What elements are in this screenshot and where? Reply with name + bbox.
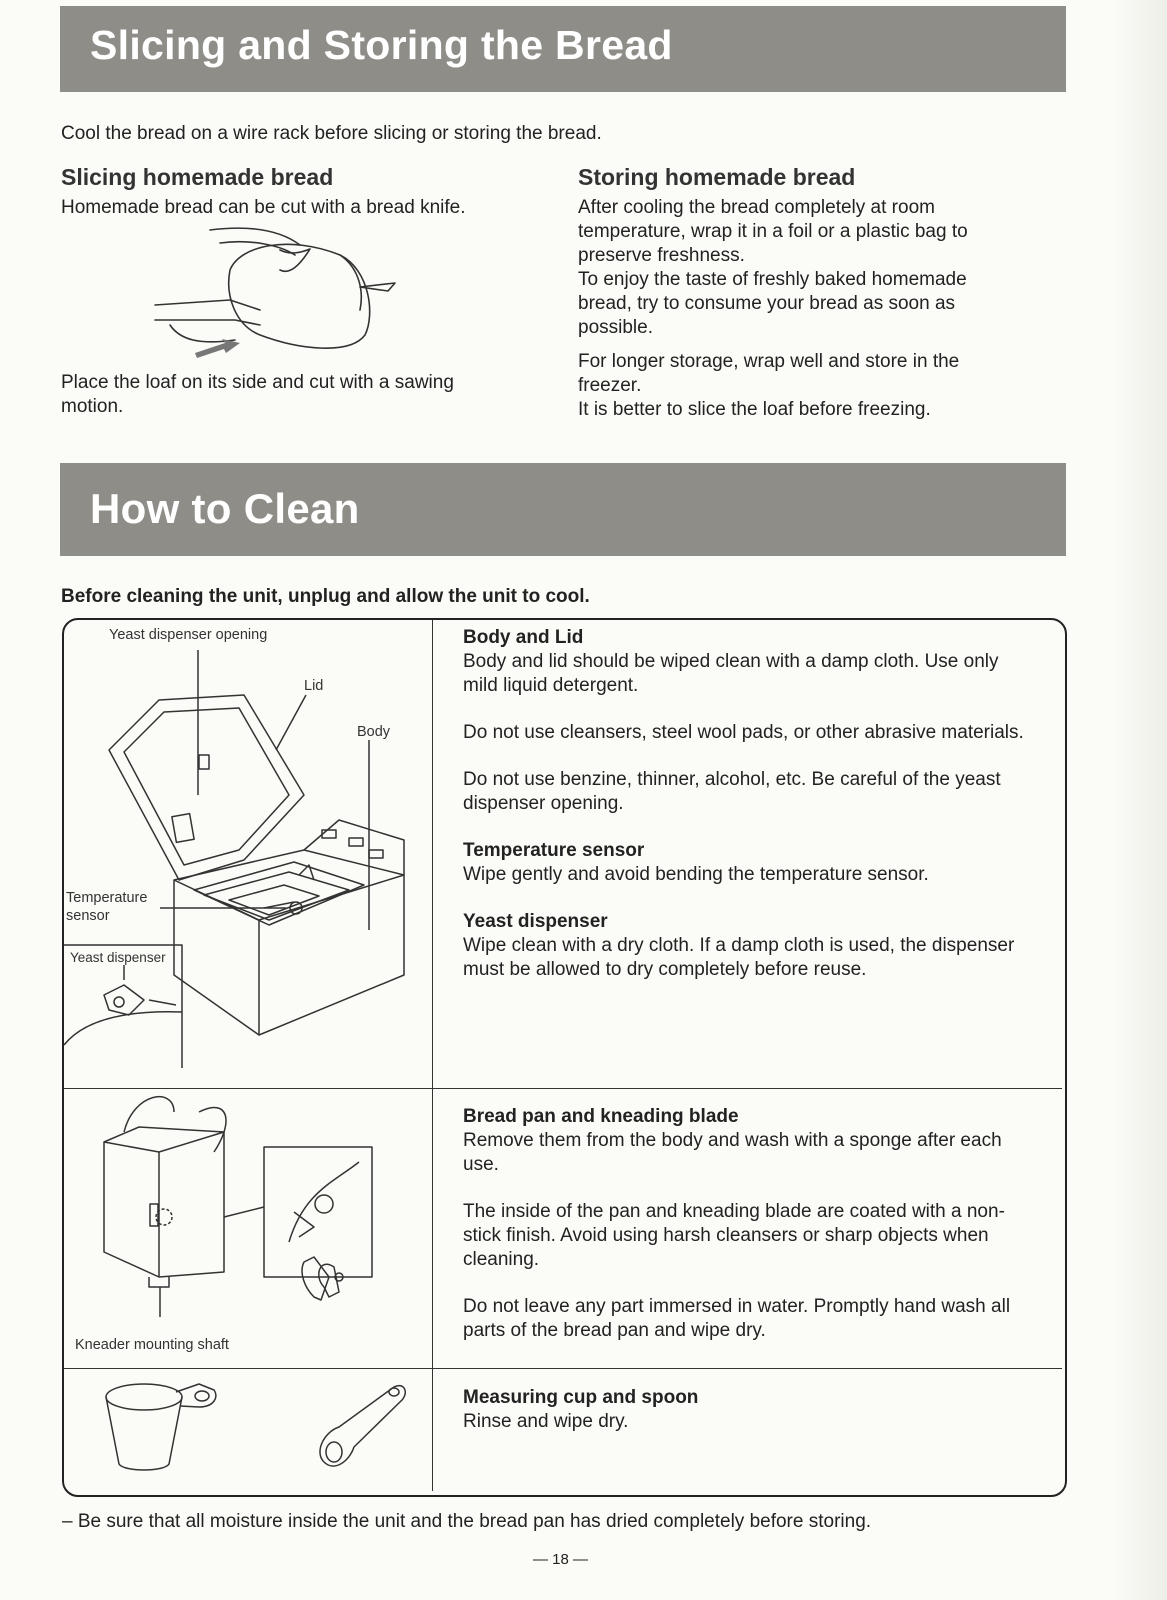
storing-p2: To enjoy the taste of freshly baked homemade bread, try to consume your bread as soon as possible. bbox=[578, 269, 967, 338]
label-kneader-mounting-shaft: Kneader mounting shaft bbox=[75, 1337, 229, 1353]
label-sensor: sensor bbox=[66, 908, 110, 924]
body-lid-p2: Do not use cleansers, steel wool pads, or other abrasive materials. bbox=[463, 722, 1024, 743]
label-body: Body bbox=[357, 724, 391, 740]
storage-note: – Be sure that all moisture inside the unit and the bread pan has dried completely before storing. bbox=[62, 1511, 872, 1532]
bread-pan-illustration bbox=[64, 1092, 430, 1364]
slicing-heading: Slicing homemade bread bbox=[61, 164, 334, 190]
slicing-caption: Place the loaf on its side and cut with a sawing motion. bbox=[61, 372, 454, 417]
storing-p4: It is better to slice the loaf before freezing. bbox=[578, 399, 931, 420]
body-lid-section bbox=[463, 626, 1033, 1005]
bread-machine-illustration bbox=[64, 640, 430, 1088]
yeast-text: Wipe clean with a dry cloth. If a damp cloth is used, the dispenser must be allowed to dry completely before reuse. bbox=[463, 935, 1015, 980]
slicing-text: Homemade bread can be cut with a bread knife. bbox=[61, 197, 466, 218]
body-lid-p1: Body and lid should be wiped clean with a damp cloth. Use only mild liquid detergent. bbox=[463, 651, 999, 696]
measuring-heading: Measuring cup and spoon bbox=[463, 1387, 699, 1408]
table-divider bbox=[64, 1368, 1062, 1369]
temp-sensor-heading: Temperature sensor bbox=[463, 840, 645, 861]
measuring-cup-spoon-illustration bbox=[64, 1372, 430, 1490]
bread-pan-p1: Remove them from the body and wash with a sponge after each use. bbox=[463, 1130, 1002, 1175]
yeast-heading: Yeast dispenser bbox=[463, 911, 608, 932]
temp-sensor-text: Wipe gently and avoid bending the temperature sensor. bbox=[463, 864, 929, 885]
storing-p3: For longer storage, wrap well and store in the freezer. bbox=[578, 351, 960, 396]
table-divider-vertical bbox=[432, 620, 433, 1491]
section-banner-cleaning bbox=[60, 463, 1066, 556]
measuring-text: Rinse and wipe dry. bbox=[463, 1411, 629, 1432]
intro-text: Cool the bread on a wire rack before slicing or storing the bread. bbox=[61, 123, 602, 144]
storing-text-block bbox=[578, 196, 1018, 422]
page-edge-shadow bbox=[1112, 0, 1167, 1600]
bread-slicing-illustration bbox=[150, 225, 410, 365]
bread-pan-p2: The inside of the pan and kneading blade are coated with a non-stick finish. Avoid using harsh cleansers or sharp objects when cleaning. bbox=[463, 1201, 1005, 1270]
storing-heading: Storing homemade bread bbox=[578, 164, 856, 190]
measuring-section bbox=[463, 1386, 1033, 1457]
storing-p1: After cooling the bread completely at room temperature, wrap it in a foil or a plastic bag to preserve freshness. bbox=[578, 197, 968, 266]
page-number: — 18 — bbox=[533, 1551, 589, 1568]
body-lid-p3: Do not use benzine, thinner, alcohol, etc. Be careful of the yeast dispenser opening. bbox=[463, 769, 1001, 814]
label-yeast-dispenser: Yeast dispenser bbox=[70, 950, 166, 965]
section-title: Slicing and Storing the Bread bbox=[90, 22, 673, 68]
bread-pan-p3: Do not leave any part immersed in water. Promptly hand wash all parts of the bread pan and wipe dry. bbox=[463, 1296, 1011, 1341]
cleaning-warning: Before cleaning the unit, unplug and allow the unit to cool. bbox=[61, 586, 590, 607]
body-lid-heading: Body and Lid bbox=[463, 627, 584, 648]
table-divider bbox=[64, 1088, 1062, 1089]
label-temperature: Temperature bbox=[66, 890, 148, 906]
bread-pan-heading: Bread pan and kneading blade bbox=[463, 1106, 739, 1127]
label-lid: Lid bbox=[304, 678, 324, 694]
section-banner-slicing bbox=[60, 6, 1066, 92]
label-yeast-dispenser-opening: Yeast dispenser opening bbox=[109, 627, 268, 643]
section-title: How to Clean bbox=[90, 485, 360, 532]
bread-pan-section bbox=[463, 1105, 1033, 1366]
